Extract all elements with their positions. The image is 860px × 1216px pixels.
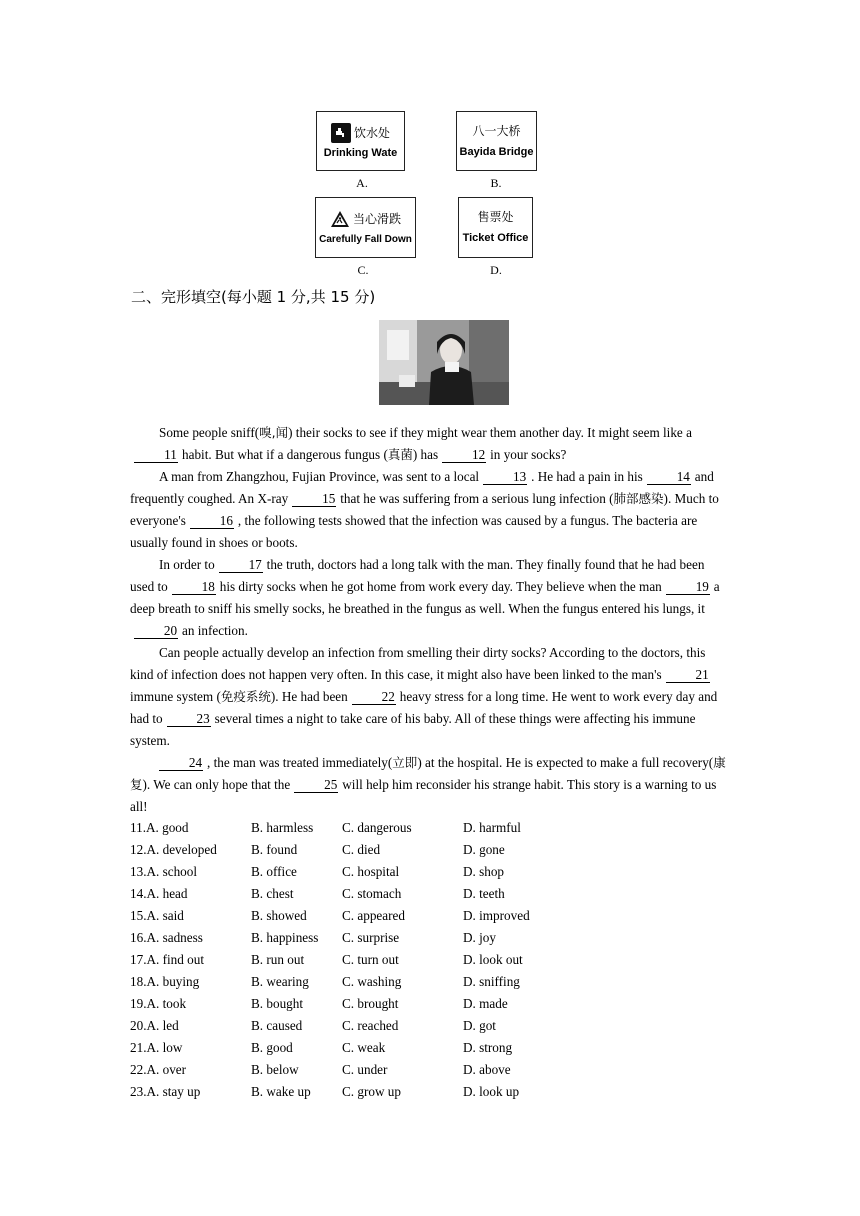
- option-row-21: [130, 1037, 730, 1059]
- sign-a-caption: A.: [356, 176, 368, 190]
- option-15-a[interactable]: 15.A. said: [130, 908, 184, 923]
- chinese-gloss: 免疫系统: [220, 689, 271, 704]
- sign-c: [315, 197, 416, 258]
- sign-a-cn: 饮水处: [353, 125, 390, 140]
- text: and frequently coughed. An X-ray: [130, 469, 714, 506]
- text: , the man was treated immediately(: [207, 755, 393, 770]
- cloze-passage: [130, 422, 730, 818]
- option-20-a[interactable]: 20.A. led: [130, 1018, 179, 1033]
- option-19-c[interactable]: C. brought: [342, 996, 399, 1011]
- option-11-d[interactable]: D. harmful: [463, 820, 521, 835]
- option-row-12: [130, 839, 730, 861]
- sign-c-caption: C.: [357, 263, 369, 277]
- text: the truth, doctors had a long talk with the man. They finally found that he had been used to: [130, 557, 705, 594]
- option-22-c[interactable]: C. under: [342, 1062, 388, 1077]
- option-12-b[interactable]: B. found: [251, 842, 298, 857]
- option-13-d[interactable]: D. shop: [463, 864, 505, 879]
- sign-a-en: Drinking Wate: [323, 146, 398, 159]
- option-16-b[interactable]: B. happiness: [251, 930, 319, 945]
- sign-b-caption: B.: [490, 176, 502, 190]
- text: an infection.: [182, 623, 248, 638]
- option-row-13: [130, 861, 730, 883]
- option-row-16: [130, 927, 730, 949]
- sign-d-en: Ticket Office: [462, 232, 529, 244]
- text: habit. But what if a dangerous fungus (: [182, 447, 388, 462]
- option-23-d[interactable]: D. look up: [463, 1084, 520, 1099]
- option-17-a[interactable]: 17.A. find out: [130, 952, 204, 967]
- option-18-b[interactable]: B. wearing: [251, 974, 309, 989]
- chinese-gloss: 真菌: [387, 447, 413, 462]
- text: , the following tests showed that the infection was caused by a fungus. The bacteria are usually found in shoes or boots.: [130, 513, 698, 550]
- option-row-11: [130, 817, 730, 839]
- text: his dirty socks when he got home from work every day. They believe when the man: [219, 579, 662, 594]
- paragraph-4: [130, 642, 730, 752]
- option-18-a[interactable]: 18.A. buying: [130, 974, 200, 989]
- blank-23[interactable]: 23: [167, 711, 211, 727]
- chinese-gloss: 嗅,闻: [259, 425, 289, 440]
- text: ). Much to everyone's: [130, 491, 719, 528]
- option-22-a[interactable]: 22.A. over: [130, 1062, 187, 1077]
- text: Some people sniff(: [159, 425, 260, 440]
- option-13-a[interactable]: 13.A. school: [130, 864, 198, 879]
- chinese-gloss: 肺部感染: [613, 491, 664, 506]
- option-12-a[interactable]: 12.A. developed: [130, 842, 217, 857]
- option-23-c[interactable]: C. grow up: [342, 1084, 401, 1099]
- option-21-b[interactable]: B. good: [251, 1040, 293, 1055]
- option-19-a[interactable]: 19.A. took: [130, 996, 187, 1011]
- option-20-b[interactable]: B. caused: [251, 1018, 303, 1033]
- blank-15[interactable]: 15: [292, 491, 336, 507]
- faucet-icon: [331, 123, 351, 143]
- chinese-gloss: 康复: [130, 755, 726, 792]
- text: ). He had been: [270, 689, 348, 704]
- option-row-20: [130, 1015, 730, 1037]
- option-19-d[interactable]: D. made: [463, 996, 508, 1011]
- text: in your socks?: [490, 447, 567, 462]
- option-13-c[interactable]: C. hospital: [342, 864, 400, 879]
- text: a deep breath to sniff his smelly socks, he breathed in the fungus as well. When the fungus entered his lungs, it: [130, 579, 720, 616]
- text: several times a night to take care of his baby. All of these things were affecting his immune system.: [130, 711, 696, 748]
- paragraph-1: [130, 422, 730, 466]
- blank-22[interactable]: 22: [352, 689, 396, 705]
- option-15-b[interactable]: B. showed: [251, 908, 307, 923]
- text: heavy stress for a long time. He went to work every day and had to: [130, 689, 718, 726]
- option-17-b[interactable]: B. run out: [251, 952, 305, 967]
- section-title: 二、完形填空(每小题 1 分,共 15 分): [131, 288, 376, 306]
- option-14-c[interactable]: C. stomach: [342, 886, 402, 901]
- warning-slip-icon: [330, 210, 350, 228]
- blank-13[interactable]: 13: [483, 469, 527, 485]
- option-18-d[interactable]: D. sniffing: [463, 974, 520, 989]
- option-row-22: [130, 1059, 730, 1081]
- blank-25[interactable]: 25: [294, 777, 338, 793]
- option-17-d[interactable]: D. look out: [463, 952, 523, 967]
- sign-b-cn: 八一大桥: [472, 123, 521, 138]
- option-row-23: [130, 1081, 730, 1103]
- blank-16[interactable]: 16: [190, 513, 234, 529]
- option-23-a[interactable]: 23.A. stay up: [130, 1084, 201, 1099]
- option-row-14: [130, 883, 730, 905]
- sign-d-cn: 售票处: [477, 210, 514, 224]
- option-row-15: [130, 905, 730, 927]
- blank-17[interactable]: 17: [219, 557, 263, 573]
- sign-b-en: Bayida Bridge: [459, 145, 534, 158]
- sign-b: [456, 111, 537, 171]
- blank-20[interactable]: 20: [134, 623, 178, 639]
- option-22-b[interactable]: B. below: [251, 1062, 299, 1077]
- option-13-b[interactable]: B. office: [251, 864, 297, 879]
- text: . He had a pain in his: [531, 469, 643, 484]
- blank-21[interactable]: 21: [666, 667, 710, 683]
- option-15-d[interactable]: D. improved: [463, 908, 530, 923]
- option-21-d[interactable]: D. strong: [463, 1040, 513, 1055]
- option-19-b[interactable]: B. bought: [251, 996, 304, 1011]
- sign-a: [316, 111, 405, 171]
- sign-c-en: Carefully Fall Down: [319, 233, 412, 245]
- option-23-b[interactable]: B. wake up: [251, 1084, 311, 1099]
- paragraph-3: [130, 554, 730, 642]
- text: ) has: [412, 447, 439, 462]
- text: ). We can only hope that the: [142, 777, 291, 792]
- text: ) at the hospital. He is expected to make a full recovery(: [417, 755, 714, 770]
- text: Can people actually develop an infection from smelling their dirty socks? According to the doctors, this kind of infection does not happen very often. In this case, it might also have been linked to the man's: [130, 645, 706, 682]
- photo-woman-sniffing: [379, 320, 509, 405]
- sign-c-cn: 当心滑跌: [352, 211, 401, 226]
- option-18-c[interactable]: C. washing: [342, 974, 402, 989]
- chinese-gloss: 立即: [392, 755, 418, 770]
- blank-24[interactable]: 24: [159, 755, 203, 771]
- option-21-c[interactable]: C. weak: [342, 1040, 386, 1055]
- option-row-17: [130, 949, 730, 971]
- option-20-c[interactable]: C. reached: [342, 1018, 399, 1033]
- option-17-c[interactable]: C. turn out: [342, 952, 399, 967]
- option-11-b[interactable]: B. harmless: [251, 820, 314, 835]
- option-14-b[interactable]: B. chest: [251, 886, 294, 901]
- option-15-c[interactable]: C. appeared: [342, 908, 405, 923]
- paragraph-5: [130, 752, 730, 818]
- option-16-d[interactable]: D. joy: [463, 930, 496, 945]
- sign-d: [458, 197, 533, 258]
- paragraph-2: [130, 466, 730, 554]
- option-20-d[interactable]: D. got: [463, 1018, 496, 1033]
- option-12-d[interactable]: D. gone: [463, 842, 505, 857]
- option-11-c[interactable]: C. dangerous: [342, 820, 412, 835]
- sign-d-caption: D.: [490, 263, 502, 277]
- text: ) their socks to see if they might wear them another day. It might seem like a: [288, 425, 692, 440]
- option-14-a[interactable]: 14.A. head: [130, 886, 188, 901]
- option-14-d[interactable]: D. teeth: [463, 886, 505, 901]
- option-21-a[interactable]: 21.A. low: [130, 1040, 183, 1055]
- option-22-d[interactable]: D. above: [463, 1062, 511, 1077]
- option-16-a[interactable]: 16.A. sadness: [130, 930, 203, 945]
- blank-14[interactable]: 14: [647, 469, 691, 485]
- text: that he was suffering from a serious lung infection (: [340, 491, 614, 506]
- blank-19[interactable]: 19: [666, 579, 710, 595]
- text: immune system (: [130, 689, 221, 704]
- option-row-18: [130, 971, 730, 993]
- text: will help him reconsider his strange habit. This story is a warning to us all!: [130, 777, 717, 814]
- option-11-a[interactable]: 11.A. good: [130, 820, 189, 835]
- answer-options: [130, 817, 730, 1103]
- blank-12[interactable]: 12: [442, 447, 486, 463]
- option-16-c[interactable]: C. surprise: [342, 930, 400, 945]
- text: A man from Zhangzhou, Fujian Province, was sent to a local: [159, 469, 480, 484]
- blank-18[interactable]: 18: [172, 579, 216, 595]
- option-row-19: [130, 993, 730, 1015]
- option-12-c[interactable]: C. died: [342, 842, 381, 857]
- blank-11[interactable]: 11: [134, 447, 178, 463]
- text: In order to: [159, 557, 215, 572]
